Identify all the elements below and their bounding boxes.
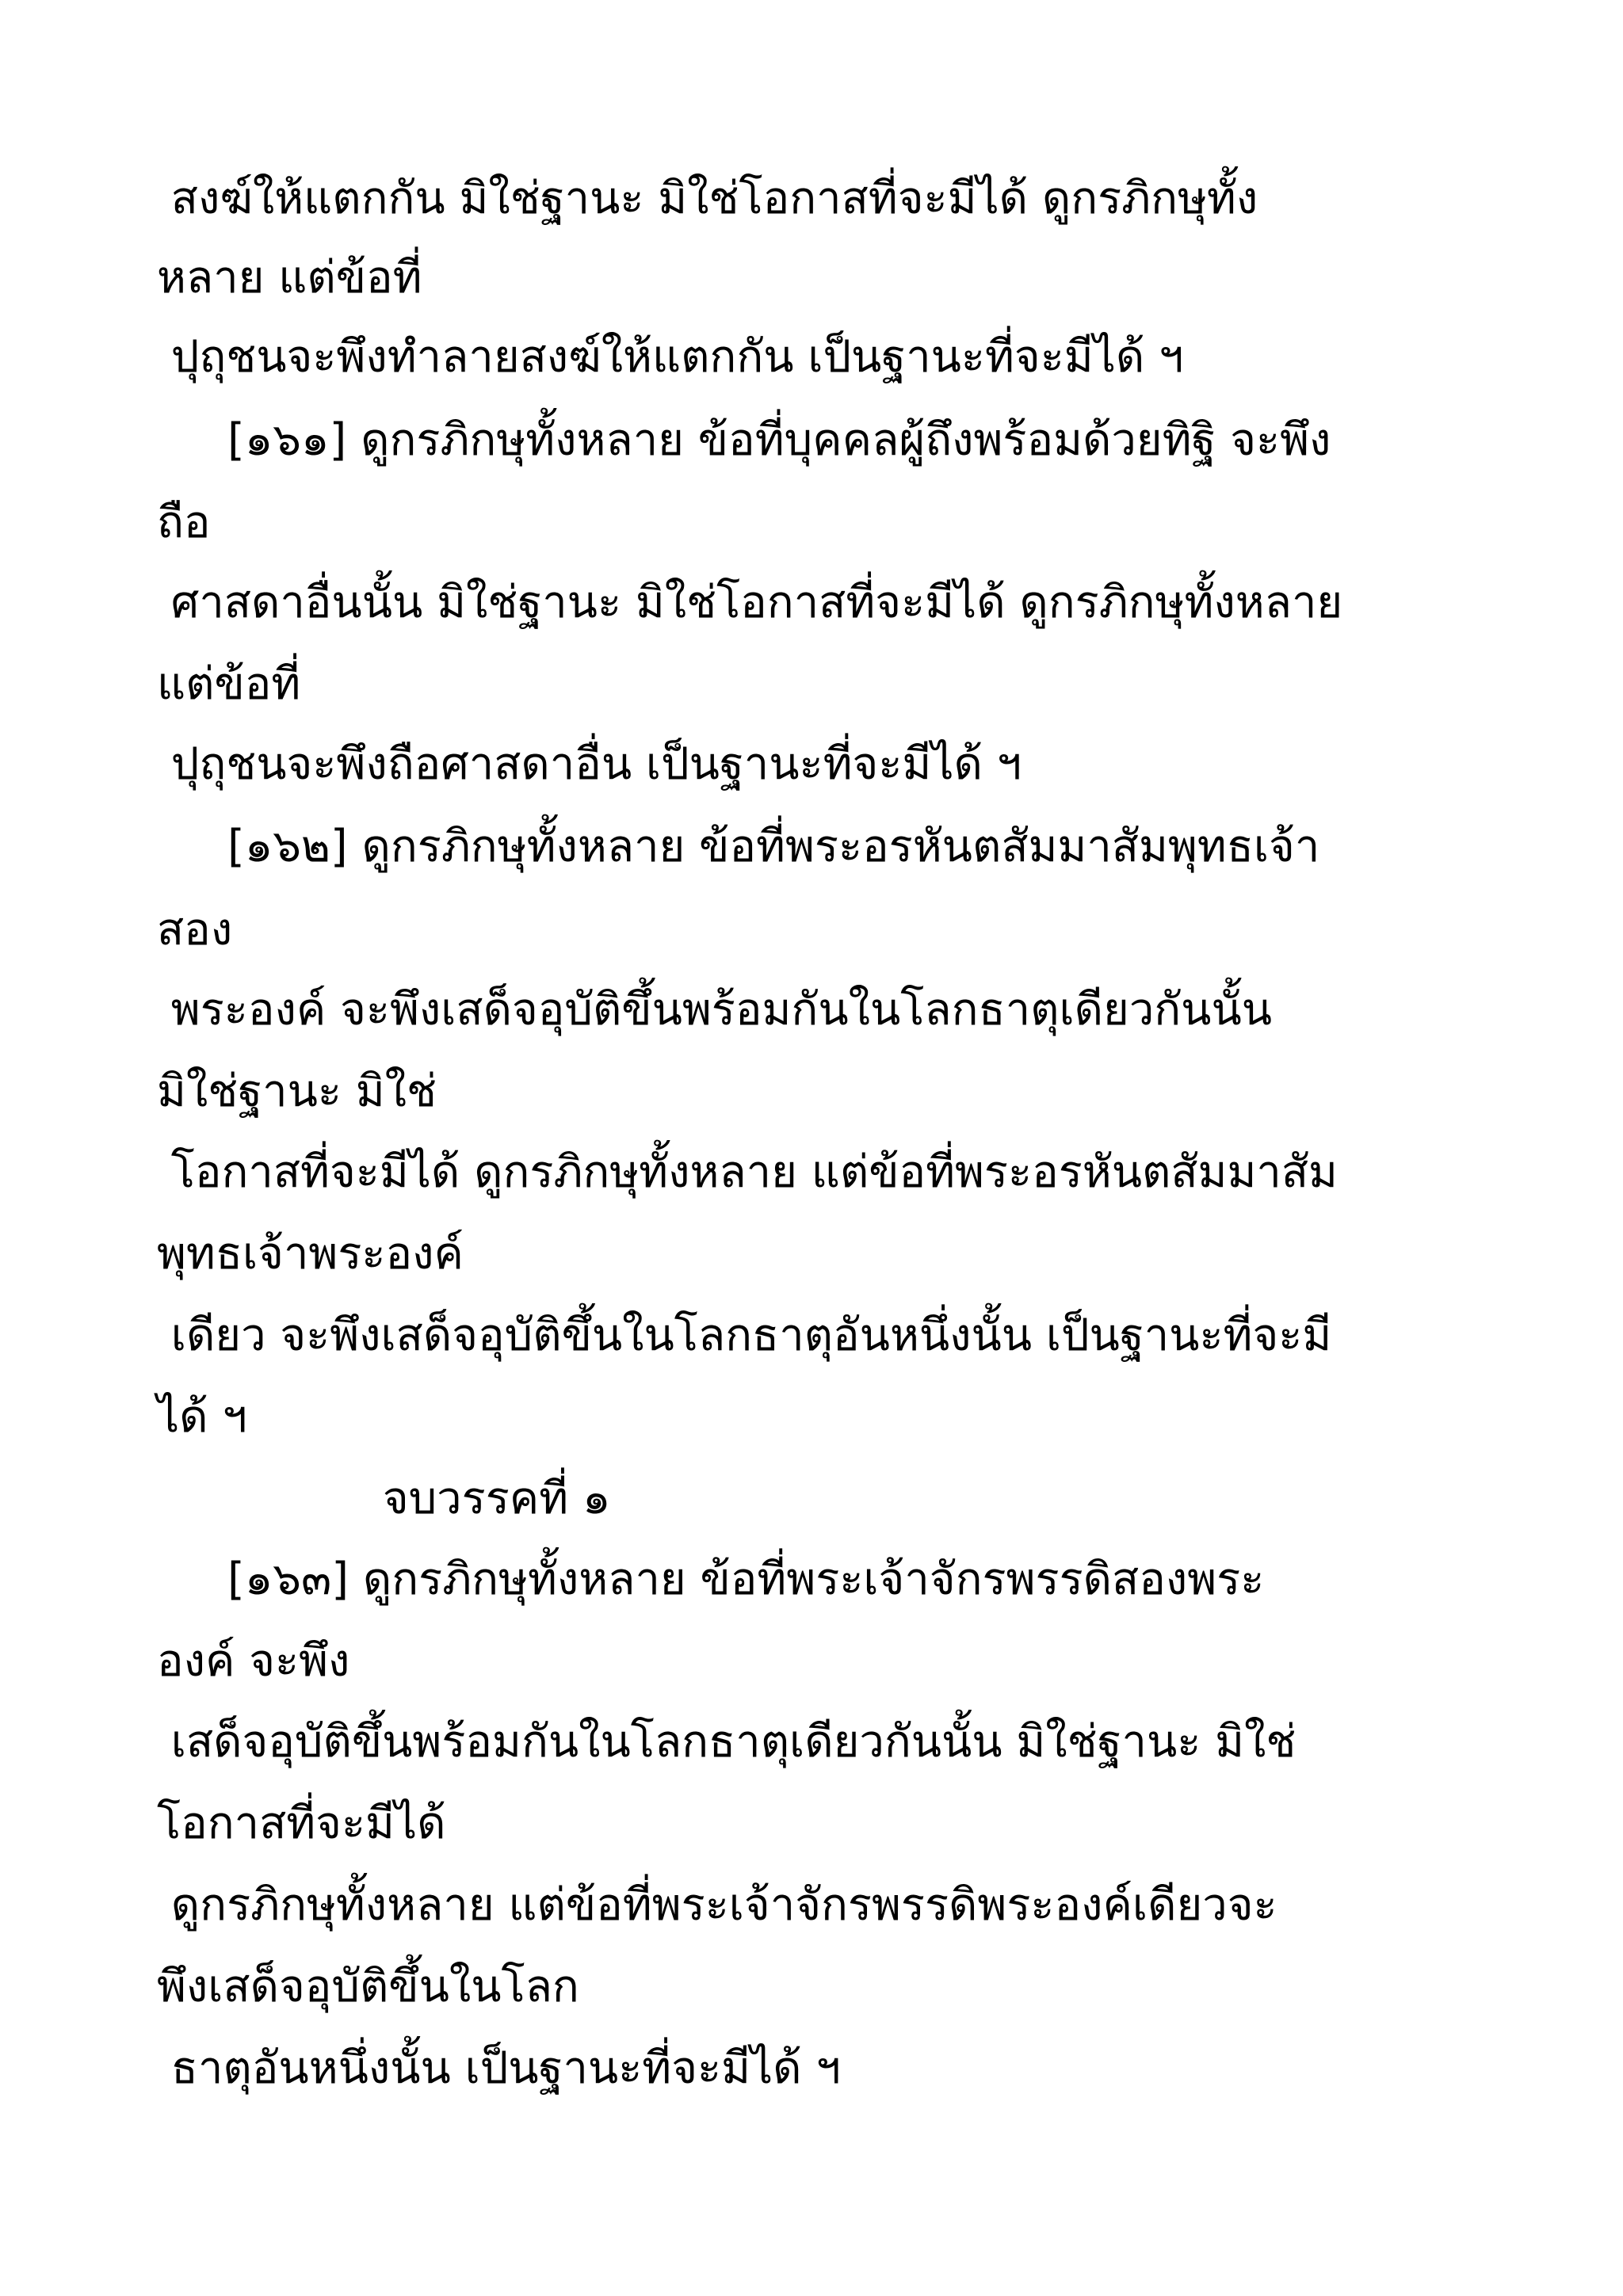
text-line: ธาตุอันหนึ่งนั้น เป็นฐานะที่จะมีได้ ฯ [157, 2042, 841, 2094]
text-line: สงฆ์ให้แตกกัน มิใช่ฐานะ มิใช่โอกาสที่จะมีได้ ดูกรภิกษุทั้ง [157, 173, 1258, 224]
text-line: ดูกรภิกษุทั้งหลาย แต่ข้อที่พระเจ้าจักรพรรดิพระองค์เดียวจะ [157, 1879, 1277, 1931]
text-line: พุทธเจ้าพระองค์ [157, 1228, 464, 1280]
text-line: มิใช่ฐานะ มิใช่ [157, 1066, 437, 1117]
text-line: [๑๖๑] ดูกรภิกษุทั้งหลาย ข้อที่บุคคลผู้ถึงพร้อมด้วยทิฐิ จะพึง [157, 414, 1331, 466]
section-heading: จบวรรคที่ ๑ [157, 1473, 611, 1524]
text-line: สอง [157, 904, 233, 955]
text-line: ปุถุชนจะพึงทำลายสงฆ์ให้แตกกัน เป็นฐานะที่จะมีได้ ฯ [157, 331, 1184, 383]
text-line: ได้ ฯ [157, 1391, 247, 1443]
text-line: เดียว จะพึงเสด็จอุบัติขึ้นในโลกธาตุอันหนึ่งนั้น เป็นฐานะที่จะมี [157, 1310, 1332, 1361]
text-line: [๑๖๓] ดูกรภิกษุทั้งหลาย ข้อที่พระเจ้าจักรพรรดิสองพระ [157, 1554, 1265, 1605]
text-line: ศาสดาอื่นนั้น มิใช่ฐานะ มิใช่โอกาสที่จะมีได้ ดูกรภิกษุทั้งหลาย [157, 577, 1343, 628]
text-line: ถือ [157, 497, 211, 548]
text-line: องค์ จะพึง [157, 1635, 350, 1687]
text-line: โอกาสที่จะมีได้ ดูกรภิกษุทั้งหลาย แต่ข้อที่พระอรหันตสัมมาสัม [157, 1146, 1338, 1198]
text-line: หลาย แต่ข้อที่ [157, 252, 422, 303]
text-line: ปุถุชนจะพึงถือศาสดาอื่น เป็นฐานะที่จะมีได้ ฯ [157, 738, 1022, 790]
text-line: พึงเสด็จอุบัติขึ้นในโลก [157, 1961, 579, 2012]
text-line: โอกาสที่จะมีได้ [157, 1798, 446, 1849]
text-line: พระองค์ จะพึงเสด็จอุบัติขึ้นพร้อมกันในโลกธาตุเดียวกันนั้น [157, 984, 1273, 1035]
text-line: แต่ข้อที่ [157, 658, 301, 710]
text-line: [๑๖๒] ดูกรภิกษุทั้งหลาย ข้อที่พระอรหันตสัมมาสัมพุทธเจ้า [157, 821, 1320, 872]
text-line: เสด็จอุบัติขึ้นพร้อมกันในโลกธาตุเดียวกันนั้น มิใช่ฐานะ มิใช่ [157, 1716, 1296, 1768]
